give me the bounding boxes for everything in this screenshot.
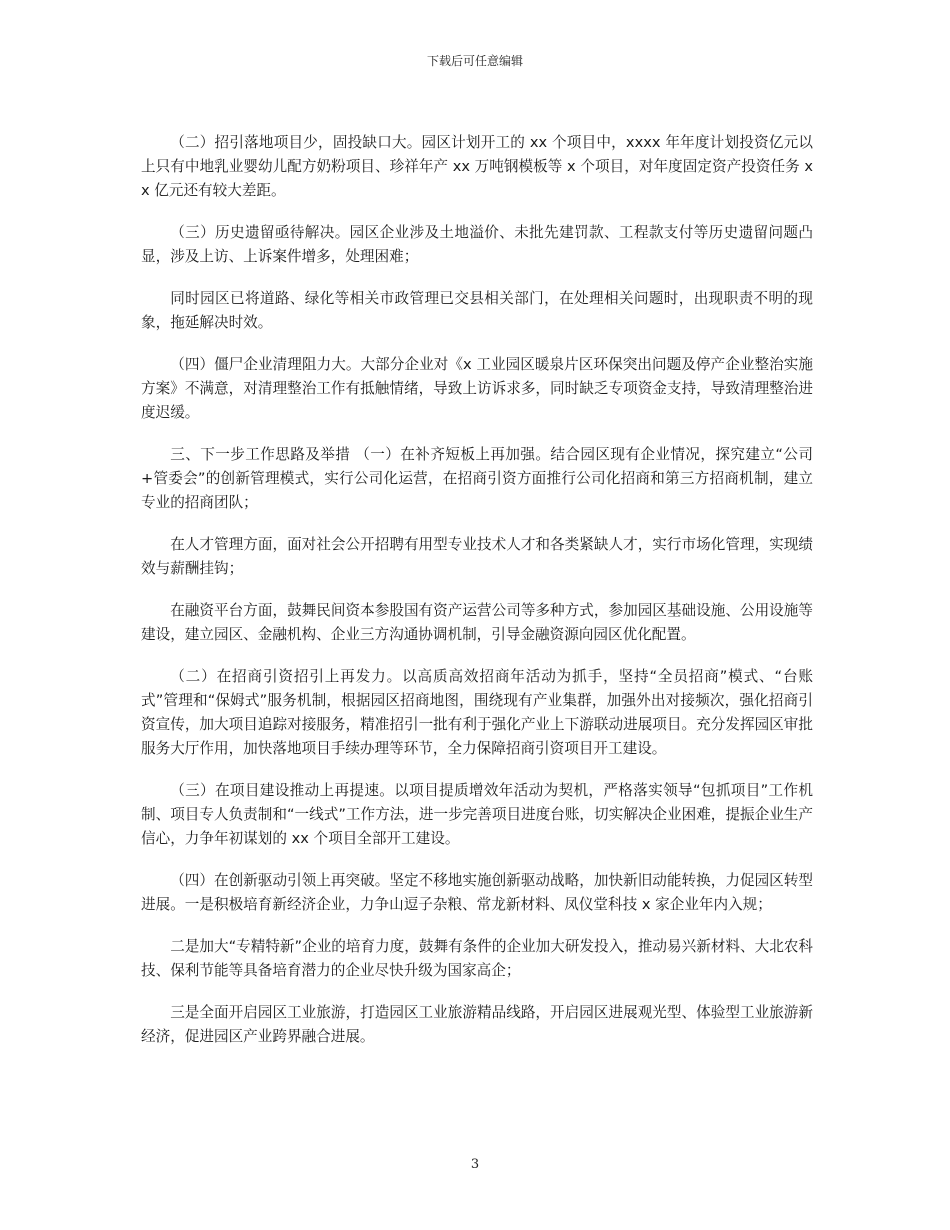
paragraph: （四）僵尸企业清理阻力大。大部分企业对《x 工业园区暖泉片区环保突出问题及停产企业整治实施方案》不满意，对清理整治工作有抵触情绪，导致上访诉求多，同时缺乏专项资金支持，导致清理整治进度迟缓。 [141,356,813,421]
paragraph: 在融资平台方面，鼓舞民间资本参股国有资产运营公司等多种方式，参加园区基础设施、公用设施等建设，建立园区、金融机构、企业三方沟通协调机制，引导金融资源向园区优化配置。 [141,602,813,643]
paragraph: （四）在创新驱动引领上再突破。坚定不移地实施创新驱动战略，加快新旧动能转换，力促园区转型进展。一是积极培育新经济企业，力争山逗子杂粮、常龙新材料、凤仪堂科技 x 家企业年内入规； [141,872,813,913]
paragraph: 同时园区已将道路、绿化等相关市政管理已交县相关部门，在处理相关问题时，出现职责不明的现象，拖延解决时效。 [141,290,813,331]
paragraph: 在人才管理方面，面对社会公开招聘有用型专业技术人才和各类紧缺人才，实行市场化管理，实现绩效与薪酬挂钩； [141,536,813,577]
paragraph: （三）历史遗留亟待解决。园区企业涉及土地溢价、未批先建罚款、工程款支付等历史遗留问题凸显，涉及上访、上诉案件增多，处理困难； [141,224,813,265]
paragraph: 三、下一步工作思路及举措 （一）在补齐短板上再加强。结合园区现有企业情况，探究建立“公司+管委会”的创新管理模式，实行公司化运营，在招商引资方面推行公司化招商和第三方招商机制，建立专业的招商团队； [141,446,813,511]
document-body [141,131,813,1067]
paragraph: （三）在项目建设推动上再提速。以项目提质增效年活动为契机，严格落实领导“包抓项目”工作机制、项目专人负责制和“一线式”工作方法，进一步完善项目进度台账，切实解决企业困难，提振企业生产信心，力争年初谋划的 xx 个项目全部开工建设。 [141,782,813,847]
page-number: 3 [470,1157,480,1172]
page-header: 下载后可任意编辑 [426,54,523,68]
paragraph: （二）招引落地项目少，固投缺口大。园区计划开工的 xx 个项目中，xxxx 年年度计划投资亿元以上只有中地乳业婴幼儿配方奶粉项目、珍祥年产 xx 万吨钢模板等 x 个项目，对年度固定资产投资任务 xx 亿元还有较大差距。 [141,134,813,199]
paragraph: 三是全面开启园区工业旅游，打造园区工业旅游精品线路，开启园区进展观光型、体验型工业旅游新经济，促进园区产业跨界融合进展。 [141,1004,813,1045]
paragraph: 二是加大“专精特新”企业的培育力度，鼓舞有条件的企业加大研发投入，推动易兴新材料、大北农科技、保利节能等具备培育潜力的企业尽快升级为国家高企； [141,938,813,979]
paragraph: （二）在招商引资招引上再发力。以高质高效招商年活动为抓手，坚持“全员招商”模式、“台账式”管理和“保姆式”服务机制，根据园区招商地图，围绕现有产业集群，加强外出对接频次，强化招商引资宣传，加大项目追踪对接服务，精准招引一批有利于强化产业上下游联动进展项目。充分发挥园区审批服务大厅作用，加快落地项目手续办理等环节，全力保障招商引资项目开工建设。 [141,668,813,757]
